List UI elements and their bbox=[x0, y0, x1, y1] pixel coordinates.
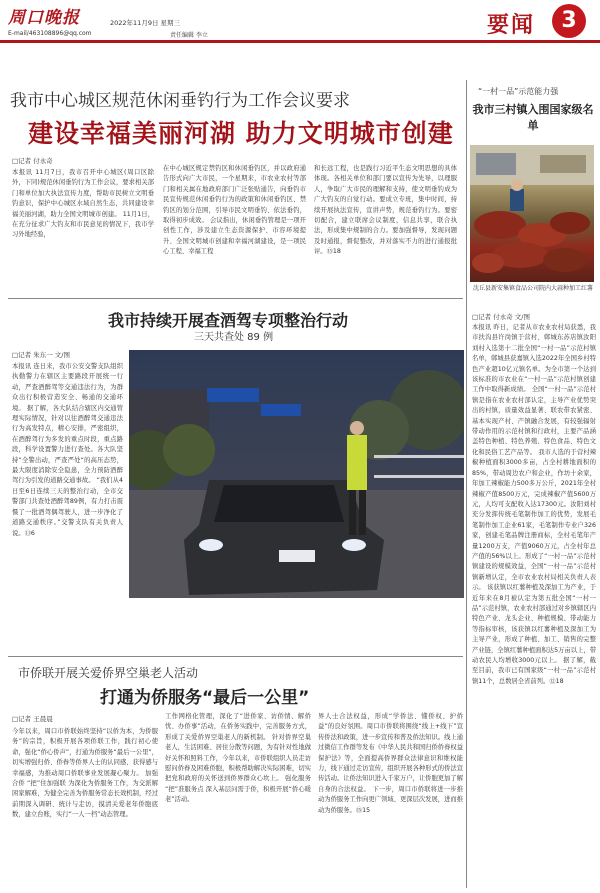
sidebar-headline: 我市三村镇入围国家级名单 bbox=[472, 103, 594, 132]
sidebar-body: 本报讯 昨日，记者从市农业农村局获悉，我市扶沟县许岗镇于营村、郸城东苏店镇汝阳刘村入选第十二批全国“一村一品”示范村镇名单，郸城县获嘉镇入选2022年全国乡村特色产业超10亿元镇名单。为全市第一个达到该标准的市农业在“一村一品”示范村镇创建工作中取得新成绩。 全国“一村一品”示范村镇是指在农业农村部认定，主导产业优势突出的村镇，质量效益显著、联农带农紧密、基本实现产村、产镇融合发展，有较强辐射带动作用的示范村镇和行政村，主要产品涵盖特色种植、特色养殖、特色食品、特色文化和民俗工艺产品等。 我市人选的于营村辣椒种植面积3000多亩，占全村耕地面积的85%，带动周边农户和企业，作坊十余家，年加工辣椒能力500多万公斤，2021年全村辣椒产值8500万元，完成辣椒产值5600万元，人均可支配收入达17300元。汝阳刘村充分发挥传统毛笔制作加工的优势，发展毛笔制作加工企业61家，毛笔制作专业户326家，创建毛笔品牌注册商标，全村毛笔年产量1200万支，产值9060万元，占全村年总产值的56%以上。形成了“一村一品”示范村镇建设的规模效益，全国“一村一品”示范村镇新增认定，全市农业农村局相关负责人表示。 该获镇以红薯种植及深加工为产业，于近年来在8月被认定为第五批全国“一村一品”示范村镇，农业农村部通过对乡镇辖区内特色产业、龙头企业、种植规模、带动能力等指标审核，该获镇以红薯种植及深加工为主导产业，形成了种植、加工、销售的完整产业链，全镇红薯种植面积达5万亩以上，带动农民人均增收3000元以上。 据了解，截至目前，我市已有国家级“一村一品”示范村镇11个，总数居全省前列。⑫18 bbox=[472, 324, 596, 685]
story3-column-2: 工作网格化管理，深化了“进侨家、访侨情、解侨忧、办侨事”活动，在侨务实践中，完善服务方式，形成了关爱侨界空巢老人的新机制。 针对侨界空巢老人，生活困难、居住分散等问题，为有针对性地做好关怀和照料工作，今年以来，市侨联组织人员走访慰问侨眷及困难侨胞，积极帮助解决实际困难，切实把党和政府的关怀送到侨界群众心坎上。 强化服务 “把”准服务点 深入基层问需于侨，积极开展“侨心暖老”活动。 bbox=[165, 713, 311, 804]
issue-date: 2022年11月9日 星期三 bbox=[110, 19, 181, 27]
story1-headline: 建设幸福美丽河湖 助力文明城市创建 bbox=[28, 119, 454, 148]
sweet-potato-photo-icon bbox=[470, 145, 594, 282]
story1-kicker: 我市中心城区规范休闲垂钓行为工作会议要求 bbox=[10, 91, 350, 111]
section-title: 要闻 bbox=[487, 12, 536, 38]
sidebar-divider bbox=[466, 80, 467, 888]
reporter-marker-icon: □ bbox=[12, 157, 19, 165]
newspaper-logo: 周口晚报 bbox=[8, 8, 80, 28]
story1-column-1: 本报讯 11月7日，我市召开中心城区(周口区除外，下同)规范休闲垂钓行为工作会议，要求相关部门和单位加大执法宣传力度，帮助市民树立文明垂钓意识，保护中心城区水域自然生态，共同建设幸福美丽河湖，助力全国文明城市创建。 11月1日，在充分征求广大钓友和市民意见的情况下，我市学习外地经验， bbox=[12, 169, 154, 239]
masthead-rule bbox=[0, 40, 600, 43]
story2-subhead: 三天共查处 89 例 bbox=[194, 332, 274, 343]
sidebar-photo-caption: 沈丘县新安集镇食品公司院内大蒜种加工红薯 bbox=[472, 285, 593, 292]
contact-email: E-mail/463108896@qq.com bbox=[8, 30, 92, 37]
reporter-marker-icon: □ bbox=[12, 715, 19, 723]
story3-column-1: 今年以来，周口市侨联始终坚持“以侨为本，为侨服务”的宗旨，积极开展各项侨联工作，践行初心使命，强化“侨心侨声”，打通为侨服务“最后一公里”，切实增强归侨、侨眷等侨界人士的认同感、获得感与幸福感，为推动周口侨联事业发展凝心聚力。 加强合侨 “把”住加强联 为深化为侨服务工作，为交派解困家解难，为健全完善为侨服务常态长效机制，经过前期深入调研、统计与走访，摸清关爱老年侨胞底数，建立台账，实行“一人一档”动态管理。 bbox=[12, 728, 158, 819]
story2-byline: □记者 朱东一 文/图 bbox=[12, 351, 70, 359]
story3-byline: □记者 王晨晨 bbox=[12, 715, 53, 723]
story3-headline: 打通为侨服务“最后一公里” bbox=[100, 688, 310, 708]
checkpoint-photo-icon bbox=[129, 350, 464, 598]
story3-kicker: 市侨联开展关爱侨界空巢老人活动 bbox=[18, 666, 199, 680]
story-divider bbox=[8, 656, 463, 657]
story3-column-3: 界人士合法权益，形成“学侨法、懂侨权、护侨益”的良好氛围。周口市侨联将围绕“线上+线下”宣传侨法和政策，进一步宣传和普及侨法知识。线上通过微信工作群等发布《中华人民共和国归侨侨眷权益保护法》等，全面提高侨界群众法律意识和维权能力，线下通过走访宣传，组织开展各种形式的侨法宣传活动。让侨法知识进入千家万户，让侨胞更加了解自身的合法权益。 下一步，周口市侨联将进一步推动为侨服务工作向更广领域、更深层次发展，进而推动为侨服务。⑮15 bbox=[318, 713, 463, 814]
story2-column-1: 本报讯 连日来，我市公安交警支队组织执勤警力在辖区主要路段开展统一行动，严查酒醉驾等交通违法行为，为群众出行积极营造安全、畅通的交通环境。 据了解，各大队结合辖区内交通管理实际情况，针对以往酒醉驾交通违法行为高发特点，精心安排，严密组织，在酒醉驾行为多发的重点时段，重点路段，科学设置警力进行查处。各大队坚持“全警出动，严查严处“的高压态势，最大限度消除安全隐患，全力预防酒醉驾行为引发的道路交通事故。 “我们从4日至6日连续三天的整治行动，全市交警部门共查处酒醉驾89例，有力打击震慑了一批酒驾偶驾驶人，进一步净化了道路交通秩序。”交警支队有关负责人说。⑬6 bbox=[12, 363, 123, 537]
sidebar-kicker: “一村一品”示范能力强 bbox=[478, 87, 559, 96]
story1-column-2: 在中心城区规定禁钓区和休闲垂钓区，并以政府通告形式向广大市民，一个星期来，市农业农村等部门和相关属在地政府部门广泛张贴通告，向垂钓市民宣传规范休闲垂钓行为的政策和休闲垂钓区、禁钓区的划分范围，引导市民文明垂钓、依法垂钓，取得初步成效。 会议指出，休闲垂钓管理是一项开创性工作，涉及建立生态资源保护、市容环境提升、全国文明城市创建和幸福河湖建设，是一项民心工程、幸福工程 bbox=[163, 165, 306, 256]
drunk-driving-checkpoint-photo bbox=[129, 350, 464, 598]
story1-column-3: 和长远工程，也是践行习近平生态文明思想的具体体现。各相关单位和部门要以宣传为先导，以理服人，争取广大市民的理解和支持，使文明垂钓成为广大钓友的自觉行动。要成立专班，集中时间，持续开展执法宣传，宣讲声势，规范垂钓行为。要密切配合，建立联席会议制度，信息共享，联合执法，形成集中规制的合力。要加强督导，发现问题及时通报，督促整改，并对落实不力的进行通报批评。⑮18 bbox=[314, 165, 457, 256]
story1-byline: □记者 付永奇 bbox=[12, 157, 53, 165]
story-divider bbox=[8, 298, 463, 299]
story2-headline: 我市持续开展查酒驾专项整治行动 bbox=[108, 311, 349, 330]
editor-credits: 责任编辑 李立 bbox=[170, 32, 208, 39]
page-number-badge: 3 bbox=[552, 4, 586, 38]
sidebar-byline: □记者 付永奇 文/图 bbox=[472, 313, 530, 321]
sidebar-photo bbox=[470, 145, 594, 282]
reporter-marker-icon: □ bbox=[12, 351, 19, 359]
reporter-marker-icon: □ bbox=[472, 313, 479, 321]
